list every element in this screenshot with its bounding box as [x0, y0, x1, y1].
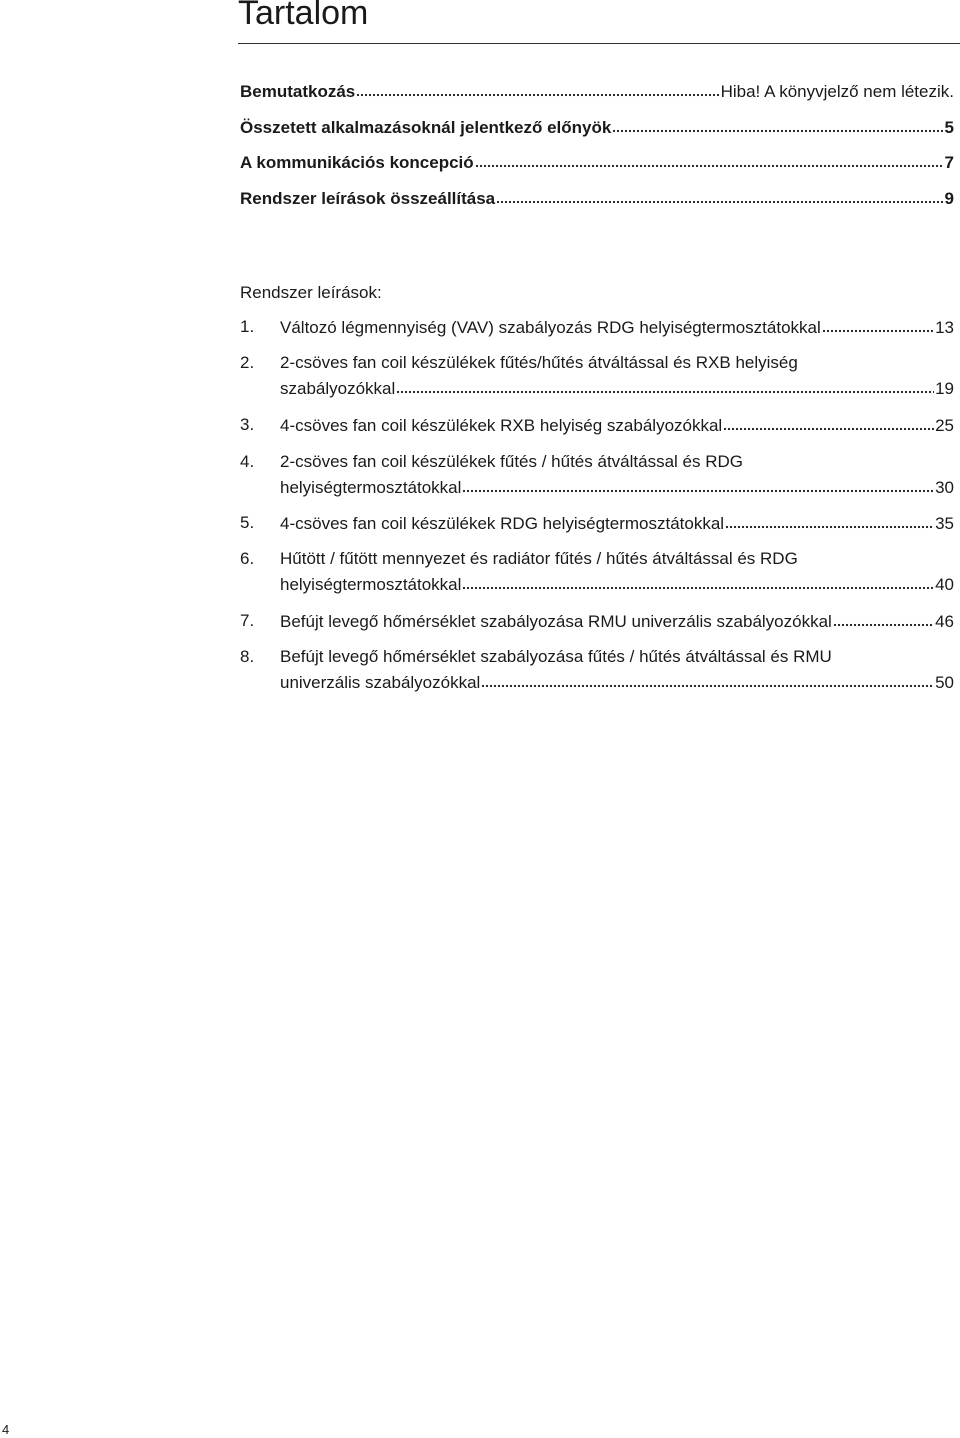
toc-item-page: 25 [935, 416, 954, 435]
toc-dot-leader [462, 475, 934, 493]
toc-item-title: helyiségtermosztátokkal [280, 478, 462, 497]
toc-item-title-line: Hűtött / fűtött mennyezet és radiátor fűtés / hűtés átváltással és RDG [280, 549, 798, 568]
page-number: 4 [2, 1422, 10, 1437]
toc-entry-title: Rendszer leírások összeállítása [240, 189, 496, 208]
toc-item-page: 19 [935, 379, 954, 398]
toc-item-3[interactable] [280, 413, 954, 437]
toc-dot-leader [822, 315, 934, 333]
toc-item-number: 4. [240, 452, 255, 471]
toc-item-number: 6. [240, 549, 255, 568]
toc-item-title: univerzális szabályozókkal [280, 673, 481, 692]
toc-entry-page: 5 [944, 118, 954, 137]
toc-dot-leader [723, 413, 934, 431]
toc-entry-title: A kommunikációs koncepció [240, 153, 474, 172]
toc-dot-leader [725, 511, 934, 529]
toc-item-number: 3. [240, 415, 255, 434]
toc-item-title-line: Befújt levegő hőmérséklet szabályozása fűtés / hűtés átváltással és RMU [280, 647, 832, 666]
toc-dot-leader [396, 376, 934, 394]
toc-dot-leader [612, 115, 943, 133]
toc-entry-rendszer-leirasok[interactable] [240, 186, 954, 210]
toc-item-5[interactable] [280, 511, 954, 535]
toc-entry-kommunikacios[interactable] [240, 150, 954, 174]
toc-item-title-line: 2-csöves fan coil készülékek fűtés / hűtés átváltással és RDG [280, 452, 743, 471]
toc-item-title: Befújt levegő hőmérséklet szabályozása RMU univerzális szabályozókkal [280, 612, 832, 631]
toc-item-number: 8. [240, 647, 255, 666]
toc-item-number: 7. [240, 611, 255, 630]
toc-item-page: 50 [935, 673, 954, 692]
toc-item-8[interactable] [280, 670, 954, 694]
toc-item-title: Változó légmennyiség (VAV) szabályozás RDG helyiségtermosztátokkal [280, 318, 821, 337]
title-divider [238, 43, 960, 44]
toc-item-1[interactable] [280, 315, 954, 339]
toc-item-number: 5. [240, 513, 255, 532]
toc-entry-elonyok[interactable] [240, 115, 954, 139]
toc-item-page: 35 [935, 514, 954, 533]
toc-item-page: 40 [935, 575, 954, 594]
toc-item-page: 46 [935, 612, 954, 631]
toc-item-title: szabályozókkal [280, 379, 396, 398]
toc-entry-page: 9 [944, 189, 954, 208]
toc-item-page: 13 [935, 318, 954, 337]
toc-dot-leader [475, 150, 944, 168]
toc-item-number: 1. [240, 317, 255, 336]
toc-item-title: helyiségtermosztátokkal [280, 575, 462, 594]
toc-entry-page: Hiba! A könyvjelző nem létezik. [720, 82, 954, 101]
toc-item-4[interactable] [280, 475, 954, 499]
toc-item-7[interactable] [280, 609, 954, 633]
toc-dot-leader [481, 670, 934, 688]
toc-dot-leader [462, 572, 934, 590]
page-title: Tartalom [238, 0, 369, 32]
toc-item-title: 4-csöves fan coil készülékek RXB helyiség szabályozókkal [280, 416, 723, 435]
toc-entry-title: Összetett alkalmazásoknál jelentkező előnyök [240, 118, 612, 137]
toc-entry-page: 7 [944, 153, 954, 172]
toc-entry-bemutatkozas[interactable] [240, 79, 954, 103]
toc-dot-leader [833, 609, 934, 627]
toc-item-2[interactable] [280, 376, 954, 400]
toc-item-title: 4-csöves fan coil készülékek RDG helyiségtermosztátokkal [280, 514, 725, 533]
toc-item-page: 30 [935, 478, 954, 497]
toc-item-title-line: 2-csöves fan coil készülékek fűtés/hűtés átváltással és RXB helyiség [280, 353, 798, 372]
toc-dot-leader [496, 186, 943, 204]
section-heading: Rendszer leírások: [240, 283, 382, 302]
toc-entry-title: Bemutatkozás [240, 82, 356, 101]
toc-dot-leader [356, 79, 719, 97]
toc-item-6[interactable] [280, 572, 954, 596]
toc-item-number: 2. [240, 353, 255, 372]
